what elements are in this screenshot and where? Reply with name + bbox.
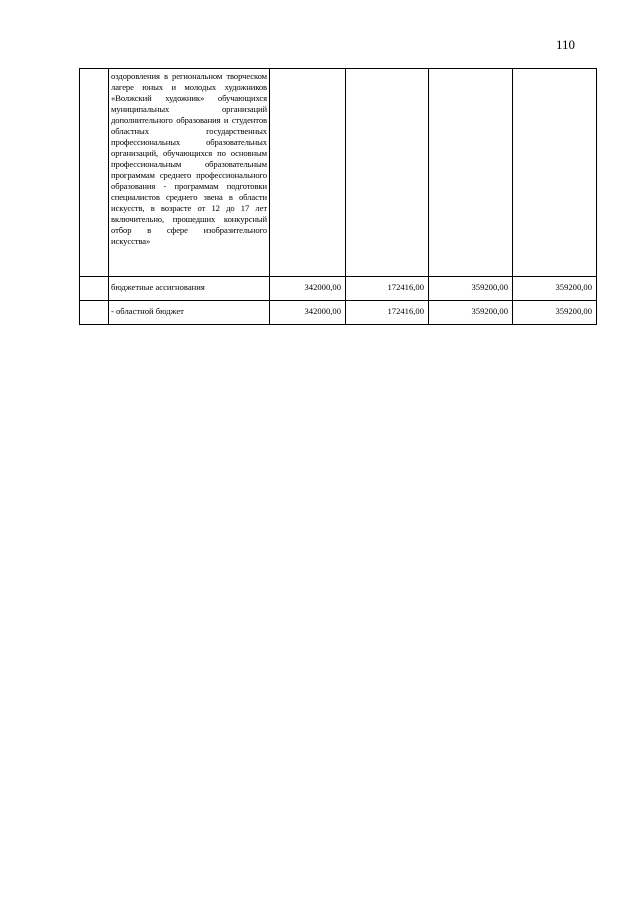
budget-table (79, 68, 597, 325)
value-cell (270, 301, 346, 325)
value-cell (513, 69, 597, 277)
page-number: 110 (556, 37, 576, 52)
value-cell (513, 277, 597, 301)
value-text: 359200,00 (555, 282, 592, 292)
value-cell (513, 301, 597, 325)
value-text: 172416,00 (387, 306, 424, 316)
index-cell (80, 301, 109, 325)
value-cell (270, 277, 346, 301)
row-label-text: - областной бюджет (111, 306, 184, 316)
value-text: 342000,00 (304, 282, 341, 292)
table-row-description (80, 69, 597, 277)
row-label-text: бюджетные ассигнования (111, 282, 205, 292)
value-cell (429, 301, 513, 325)
table-row (80, 277, 597, 301)
value-text: 359200,00 (471, 306, 508, 316)
value-cell (429, 69, 513, 277)
table-row (80, 301, 597, 325)
value-cell (346, 301, 429, 325)
value-cell (270, 69, 346, 277)
row-label (109, 301, 270, 325)
value-cell (429, 277, 513, 301)
row-label (109, 277, 270, 301)
description-cell (109, 69, 270, 277)
value-text: 342000,00 (304, 306, 341, 316)
value-text: 359200,00 (471, 282, 508, 292)
value-cell (346, 277, 429, 301)
description-text: оздоровления в региональном творческом лагере юных и молодых художников «Волжский художник» обучающихся муниципальных организаций дополнительного образования и студентов областных государственных профессиональных образовательных организаций, обучающихся по основным профессиональным образовательным программам среднего профессионального образования - программам подготовки специалистов среднего звена в области искусств, в возрасте от 12 до 17 лет включительно, прошедших конкурсный отбор в сфере изобразительного искусства» (111, 71, 267, 246)
value-text: 172416,00 (387, 282, 424, 292)
index-cell (80, 277, 109, 301)
value-cell (346, 69, 429, 277)
value-text: 359200,00 (555, 306, 592, 316)
index-cell (80, 69, 109, 277)
